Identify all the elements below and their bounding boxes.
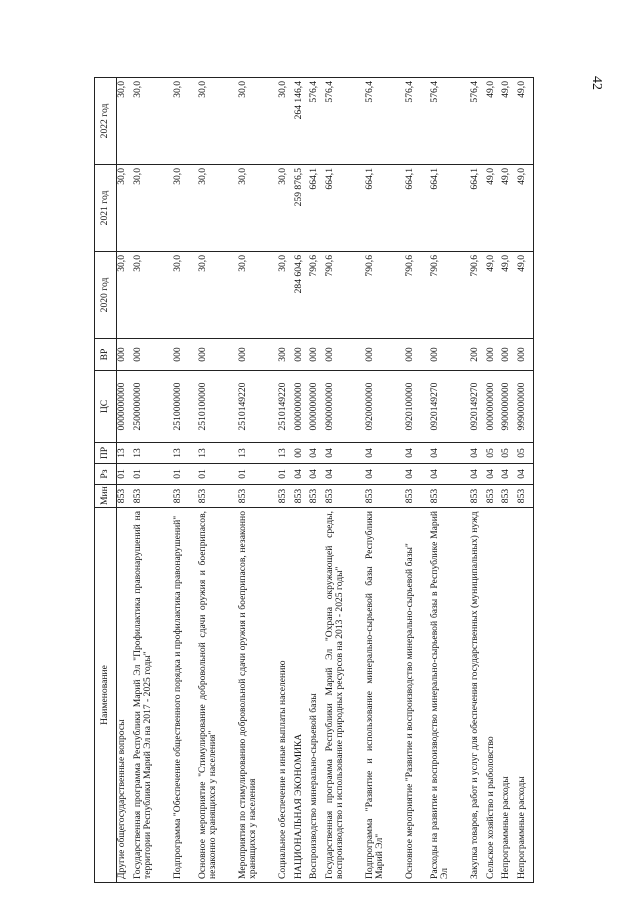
cell-min: 853 — [117, 485, 133, 508]
cell-2020: 790,6 — [325, 252, 356, 339]
cell-pr: 04 — [325, 443, 356, 464]
table-row — [294, 78, 310, 883]
cell-2020: 30,0 — [173, 252, 189, 339]
cell-name: Социальное обеспечение и иные выплаты населению — [278, 508, 294, 883]
cell-pr: 04 — [365, 443, 396, 464]
cell-vr: 000 — [294, 339, 310, 371]
cell-name: Основное мероприятие "Развитие и воспроизводство минерально-сырьевой базы" — [405, 508, 421, 883]
cell-min: 853 — [278, 485, 294, 508]
page-number: 42 — [589, 76, 604, 90]
cell-rz: 01 — [133, 464, 164, 485]
cell-min: 853 — [430, 485, 461, 508]
cell-pr: 13 — [133, 443, 164, 464]
cell-2022: 49,0 — [486, 78, 502, 165]
cell-min: 853 — [238, 485, 269, 508]
header-2022: 2022 год — [95, 78, 117, 165]
cell-2020: 790,6 — [470, 252, 486, 339]
cell-rz: 04 — [325, 464, 356, 485]
table-row — [278, 78, 294, 883]
cell-2020: 284 604,6 — [294, 252, 310, 339]
cell-vr: 200 — [470, 339, 486, 371]
cell-2022: 576,4 — [365, 78, 396, 165]
cell-min: 853 — [486, 485, 502, 508]
cell-2022: 576,4 — [430, 78, 461, 165]
table-header-row — [95, 78, 117, 883]
cell-min: 853 — [501, 485, 517, 508]
cell-2022: 49,0 — [517, 78, 533, 165]
cell-rz: 04 — [501, 464, 517, 485]
cell-vr: 000 — [405, 339, 421, 371]
cell-cs: 0920149270 — [430, 371, 461, 443]
header-min: Мин — [95, 485, 117, 508]
table-row — [117, 78, 133, 883]
table-body — [117, 78, 534, 883]
cell-min: 853 — [198, 485, 229, 508]
table-row — [501, 78, 517, 883]
cell-2020: 49,0 — [501, 252, 517, 339]
cell-cs: 0920100000 — [405, 371, 421, 443]
cell-name: Подпрограмма "Обеспечение общественного порядка и профилактика правонарушений" — [173, 508, 189, 883]
cell-cs: 2510149220 — [278, 371, 294, 443]
cell-pr: 04 — [430, 443, 461, 464]
cell-pr: 13 — [198, 443, 229, 464]
cell-min: 853 — [405, 485, 421, 508]
cell-cs: 0000000000 — [309, 371, 325, 443]
cell-cs: 0000000000 — [117, 371, 133, 443]
cell-vr: 000 — [486, 339, 502, 371]
table-row — [517, 78, 533, 883]
cell-2020: 30,0 — [133, 252, 164, 339]
cell-vr: 000 — [309, 339, 325, 371]
cell-rz: 04 — [517, 464, 533, 485]
cell-2021: 664,1 — [405, 165, 421, 252]
cell-min: 853 — [294, 485, 310, 508]
cell-2021: 49,0 — [501, 165, 517, 252]
cell-rz: 04 — [294, 464, 310, 485]
table-row — [133, 78, 164, 883]
header-pr: ПР — [95, 443, 117, 464]
cell-cs: 2510100000 — [198, 371, 229, 443]
header-2021: 2021 год — [95, 165, 117, 252]
cell-name: Сельское хозяйство и рыболовство — [486, 508, 502, 883]
cell-2021: 49,0 — [517, 165, 533, 252]
cell-cs: 9990000000 — [517, 371, 533, 443]
cell-rz: 01 — [198, 464, 229, 485]
header-rz: Рз — [95, 464, 117, 485]
cell-min: 853 — [365, 485, 396, 508]
cell-cs: 0920000000 — [365, 371, 396, 443]
cell-2020: 790,6 — [430, 252, 461, 339]
cell-name: Государственная программа Республики Марий Эл "Охрана окружающей среды, воспроизводство и использование природных ресурсов на 2013 - 2025 годы" — [325, 508, 356, 883]
cell-2022: 264 146,4 — [294, 78, 310, 165]
cell-rz: 04 — [486, 464, 502, 485]
table-row — [325, 78, 356, 883]
header-name: Наименование — [95, 508, 117, 883]
cell-2022: 30,0 — [198, 78, 229, 165]
cell-rz: 01 — [278, 464, 294, 485]
cell-name: Основное мероприятие "Стимулирование добровольной сдачи оружия и боеприпасов, незаконно хранящихся у населения" — [198, 508, 229, 883]
cell-2021: 30,0 — [278, 165, 294, 252]
cell-2021: 30,0 — [133, 165, 164, 252]
cell-rz: 01 — [173, 464, 189, 485]
cell-pr: 13 — [278, 443, 294, 464]
cell-vr: 000 — [517, 339, 533, 371]
cell-vr: 000 — [173, 339, 189, 371]
cell-2021: 664,1 — [309, 165, 325, 252]
cell-pr: 05 — [501, 443, 517, 464]
cell-2020: 49,0 — [517, 252, 533, 339]
cell-2020: 30,0 — [117, 252, 133, 339]
cell-2021: 30,0 — [238, 165, 269, 252]
cell-2022: 30,0 — [133, 78, 164, 165]
table-row — [238, 78, 269, 883]
cell-pr: 00 — [294, 443, 310, 464]
table-row — [430, 78, 461, 883]
header-2020: 2020 год — [95, 252, 117, 339]
cell-2020: 30,0 — [238, 252, 269, 339]
cell-vr: 000 — [117, 339, 133, 371]
cell-name: Расходы на развитие и воспроизводство минерально-сырьевой базы в Республике Марий Эл — [430, 508, 461, 883]
cell-cs: 2510000000 — [173, 371, 189, 443]
table-row — [405, 78, 421, 883]
cell-2021: 30,0 — [198, 165, 229, 252]
cell-2022: 576,4 — [470, 78, 486, 165]
cell-min: 853 — [133, 485, 164, 508]
cell-name: Мероприятия по стимулированию добровольной сдачи оружия и боеприпасов, незаконно хранящихся у населения — [238, 508, 269, 883]
header-cs: ЦС — [95, 371, 117, 443]
cell-2020: 49,0 — [486, 252, 502, 339]
cell-2020: 790,6 — [309, 252, 325, 339]
cell-pr: 04 — [309, 443, 325, 464]
table-row — [309, 78, 325, 883]
cell-rz: 04 — [430, 464, 461, 485]
cell-cs: 0920149270 — [470, 371, 486, 443]
table-row — [173, 78, 189, 883]
cell-rz: 01 — [117, 464, 133, 485]
cell-vr: 000 — [430, 339, 461, 371]
cell-min: 853 — [325, 485, 356, 508]
cell-2021: 49,0 — [486, 165, 502, 252]
table-row — [365, 78, 396, 883]
cell-pr: 13 — [117, 443, 133, 464]
cell-2021: 664,1 — [365, 165, 396, 252]
cell-2020: 30,0 — [278, 252, 294, 339]
cell-vr: 000 — [365, 339, 396, 371]
table-row — [486, 78, 502, 883]
cell-cs: 0000000000 — [294, 371, 310, 443]
cell-2020: 790,6 — [405, 252, 421, 339]
table-row — [470, 78, 486, 883]
cell-pr: 05 — [486, 443, 502, 464]
cell-2022: 30,0 — [173, 78, 189, 165]
cell-2020: 30,0 — [198, 252, 229, 339]
cell-min: 853 — [470, 485, 486, 508]
cell-2022: 49,0 — [501, 78, 517, 165]
cell-min: 853 — [517, 485, 533, 508]
rotated-table-wrapper — [94, 78, 534, 883]
cell-rz: 04 — [405, 464, 421, 485]
cell-pr: 13 — [173, 443, 189, 464]
cell-cs: 2510149220 — [238, 371, 269, 443]
cell-2021: 259 876,5 — [294, 165, 310, 252]
cell-min: 853 — [309, 485, 325, 508]
cell-2021: 664,1 — [470, 165, 486, 252]
cell-vr: 000 — [238, 339, 269, 371]
cell-name: НАЦИОНАЛЬНАЯ ЭКОНОМИКА — [294, 508, 310, 883]
cell-vr: 000 — [198, 339, 229, 371]
table-row — [198, 78, 229, 883]
cell-2022: 576,4 — [309, 78, 325, 165]
cell-rz: 04 — [309, 464, 325, 485]
cell-cs: 0900000000 — [325, 371, 356, 443]
header-vr: ВР — [95, 339, 117, 371]
cell-2021: 30,0 — [117, 165, 133, 252]
cell-pr: 04 — [470, 443, 486, 464]
cell-2022: 576,4 — [405, 78, 421, 165]
cell-2022: 576,4 — [325, 78, 356, 165]
cell-name: Непрограммные расходы — [501, 508, 517, 883]
cell-cs: 2500000000 — [133, 371, 164, 443]
cell-cs: 0000000000 — [486, 371, 502, 443]
cell-name: Государственная программа Республики Марий Эл "Профилактика правонарушений на территории Республики Марий Эл на 2017 - 2025 годы" — [133, 508, 164, 883]
cell-vr: 000 — [325, 339, 356, 371]
budget-table — [94, 77, 534, 883]
cell-min: 853 — [173, 485, 189, 508]
cell-2021: 664,1 — [325, 165, 356, 252]
cell-2022: 30,0 — [278, 78, 294, 165]
cell-vr: 000 — [501, 339, 517, 371]
cell-name: Закупка товаров, работ и услуг для обеспечения государственных (муниципальных) нужд — [470, 508, 486, 883]
cell-pr: 13 — [238, 443, 269, 464]
cell-2021: 30,0 — [173, 165, 189, 252]
cell-cs: 9900000000 — [501, 371, 517, 443]
cell-name: Другие общегосударственные вопросы — [117, 508, 133, 883]
cell-vr: 300 — [278, 339, 294, 371]
cell-2020: 790,6 — [365, 252, 396, 339]
cell-name: Воспроизводство минерально-сырьевой базы — [309, 508, 325, 883]
cell-2022: 30,0 — [117, 78, 133, 165]
cell-name: Подпрограмма "Развитие и использование минерально-сырьевой базы Республики Марий Эл" — [365, 508, 396, 883]
cell-rz: 01 — [238, 464, 269, 485]
cell-pr: 05 — [517, 443, 533, 464]
cell-name: Непрограммные расходы — [517, 508, 533, 883]
cell-rz: 04 — [365, 464, 396, 485]
cell-vr: 000 — [133, 339, 164, 371]
cell-2021: 664,1 — [430, 165, 461, 252]
cell-rz: 04 — [470, 464, 486, 485]
cell-2022: 30,0 — [238, 78, 269, 165]
cell-pr: 04 — [405, 443, 421, 464]
